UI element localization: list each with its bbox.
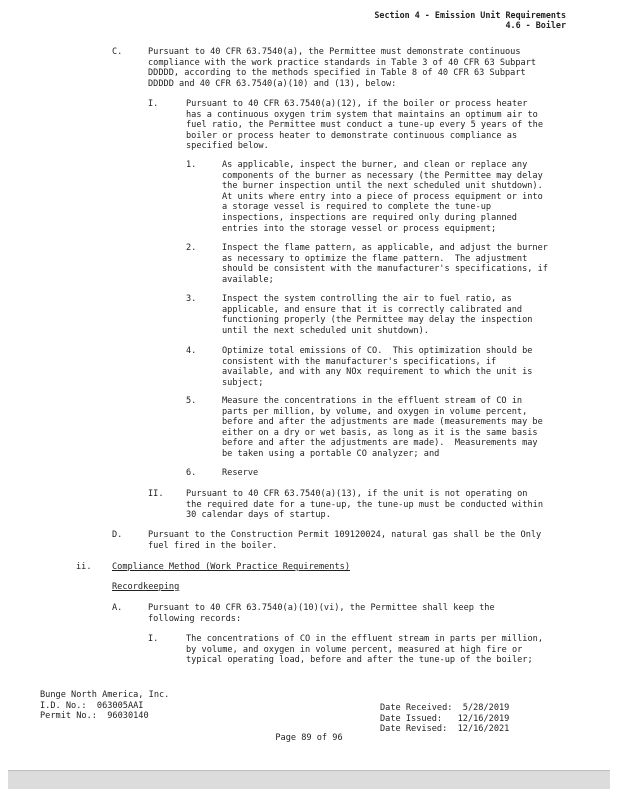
date-issued: Date Issued: 12/16/2019 [380,713,510,724]
item-text-a-i: The concentrations of CO in the effluent stream in parts per million, by volume, and oxygen in volume percent, measured at high fire or typical operating load, before and after the tune-up of the boiler; [186,634,543,666]
date-received: Date Received: 5/28/2019 [380,703,510,713]
section-title: Section 4 - Emission Unit Requirements [374,10,566,20]
item-label-c-ii: II. [148,489,164,499]
step-text-1: As applicable, inspect the burner, and clean or replace any components of the burner as necessary (the Permittee may delay the burner inspection until the next scheduled unit shutdown). At units where entry into a piece of process equipment or into a storage vessel is required to complete the tune-up inspections, inspections are required only during planned entries into the storage vessel or process equipment; [222,160,543,234]
item-text-d: Pursuant to the Construction Permit 109120024, natural gas shall be the Only fuel fired in the boiler. [148,530,542,551]
page-number: Page 89 of 96 [275,733,343,743]
permit-number: Permit No.: 96030140 [40,711,149,722]
item-label-c: C. [112,47,123,57]
footer-right [380,703,580,735]
section-header [374,10,566,30]
step-text-3: Inspect the system controlling the air to fuel ratio, as applicable, and ensure that it is correctly calibrated and functioning properly (the Permittee may delay the inspection until the next scheduled unit shutdown). [222,294,533,336]
step-label-5: 5. [186,396,197,406]
step-label-6: 6. [186,468,197,478]
item-label-a-i: I. [148,634,159,644]
item-text-c: Pursuant to 40 CFR 63.7540(a), the Permittee must demonstrate continuous compliance with the work practice standards in Table 3 of 40 CFR 63 Subpart DDDDD, according to the methods specified in Table 8 of 40 CFR 63 Subpart DDDDD and 40 CFR 63.7540(a)(10) and (13), below: [148,47,537,89]
step-label-3: 3. [186,294,197,304]
step-text-4: Optimize total emissions of CO. This optimization should be consistent with the manufacturer's specifications, if available, and with any NOx requirement to which the unit is subject; [222,346,533,388]
footer-left [40,690,290,722]
step-label-1: 1. [186,160,197,170]
item-text-c-ii: Pursuant to 40 CFR 63.7540(a)(13), if the unit is not operating on the required date for a tune-up, the tune-up must be conducted within 30 calendar days of startup. [186,489,543,521]
step-text-5: Measure the concentrations in the effluent stream of CO in parts per million, by volume, and oxygen in volume percent, before and after the adjustments are made (measurements may be either on a dry or wet basis, as long as it is the same basis before and after the adjustments are made). Measurements may be taken using a portable CO analyzer; and [222,396,543,459]
id-number: I.D. No.: 063005AAI [40,700,144,711]
company-name: Bunge North America, Inc. [40,690,170,700]
item-label-c-i: I. [148,99,159,109]
step-text-6: Reserve [222,468,259,478]
scan-edge-bar [8,770,610,789]
item-text-c-i: Pursuant to 40 CFR 63.7540(a)(12), if the boiler or process heater has a continuous oxygen trim system that maintains an optimum air to fuel ratio, the Permittee must conduct a tune-up every 5 years of the boiler or process heater to demonstrate continuous compliance as specified below. [186,99,543,152]
compliance-method-heading: Compliance Method (Work Practice Requirements) [112,562,350,572]
item-label-d: D. [112,530,123,540]
subsection-title: 4.6 - Boiler [505,20,566,30]
step-label-4: 4. [186,346,197,356]
section-label-ii: ii. [76,562,92,572]
item-label-a: A. [112,603,123,613]
item-text-a: Pursuant to 40 CFR 63.7540(a)(10)(vi), the Permittee shall keep the following records: [148,603,495,624]
step-text-2: Inspect the flame pattern, as applicable, and adjust the burner as necessary to optimize the flame pattern. The adjustment should be consistent with the manufacturer's specifications, if available; [222,243,548,285]
date-revised: Date Revised: 12/16/2021 [380,724,510,735]
recordkeeping-heading: Recordkeeping [112,582,180,592]
step-label-2: 2. [186,243,197,253]
